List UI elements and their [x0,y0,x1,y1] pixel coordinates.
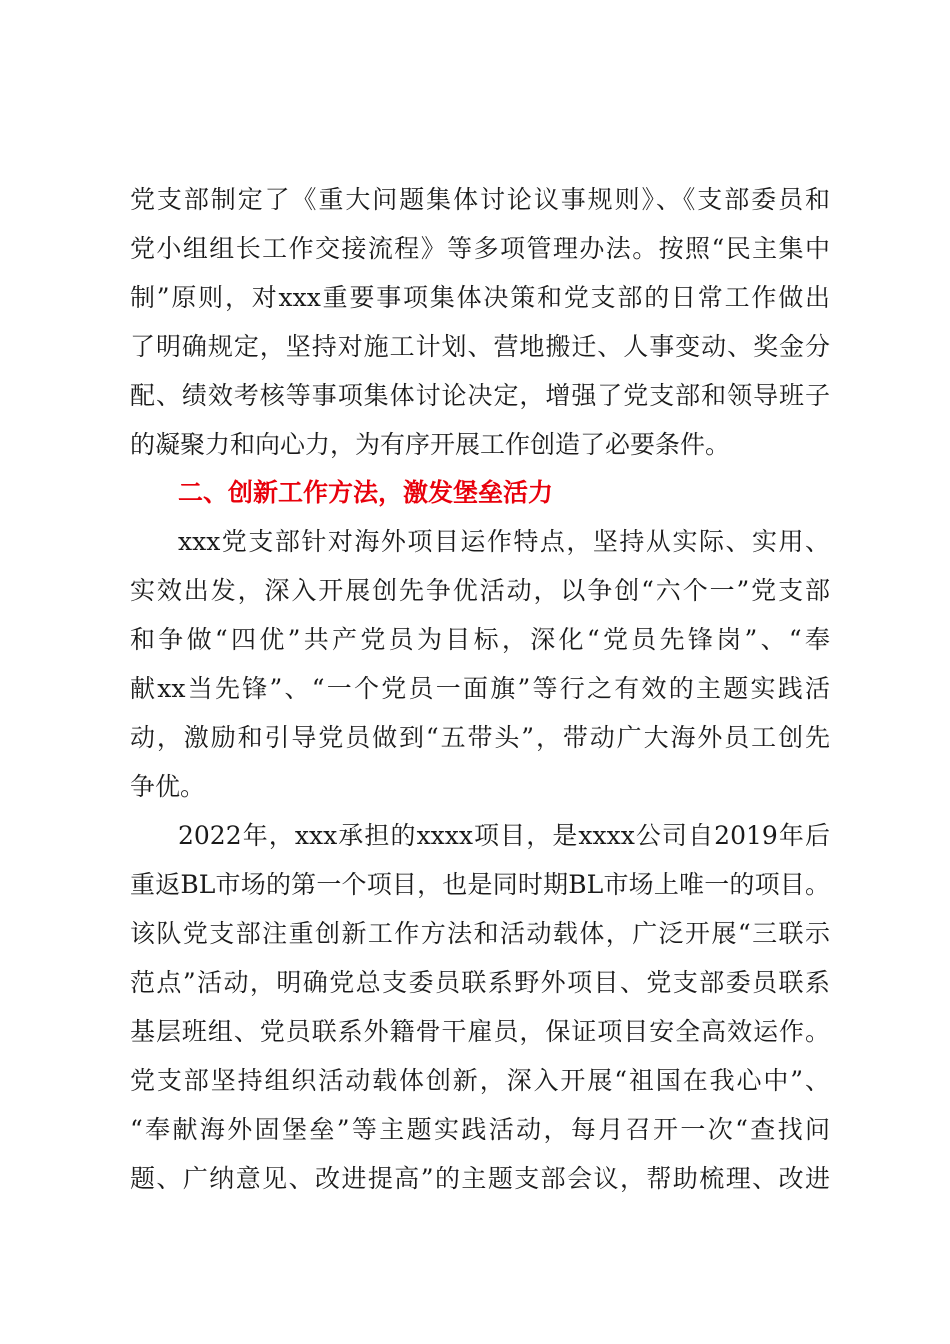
section-heading: 二、创新工作方法，激发堡垒活力 [178,478,554,507]
paragraph-1-line-2: 党小组组长工作交接流程》等多项管理办法。按照“民主集中 [130,234,830,263]
paragraph-1-line-3: 制”原则，对xxx重要事项集体决策和党支部的日常工作做出 [130,283,830,312]
paragraph-2-line-4: 献xx当先锋”、“一个党员一面旗”等行之有效的主题实践活 [130,674,830,703]
paragraph-1-line-4: 了明确规定，坚持对施工计划、营地搬迁、人事变动、奖金分 [130,332,830,361]
paragraph-3-line-2: 重返BL市场的第一个项目，也是同时期BL市场上唯一的项目。 [130,870,830,899]
paragraph-2-line-2: 实效出发，深入开展创先争优活动，以争创“六个一”党支部 [130,576,830,605]
paragraph-3-line-5: 基层班组、党员联系外籍骨干雇员，保证项目安全高效运作。 [130,1017,830,1046]
paragraph-1-line-5: 配、绩效考核等事项集体讨论决定，增强了党支部和领导班子 [130,381,830,410]
paragraph-2-line-5: 动，激励和引导党员做到“五带头”，带动广大海外员工创先 [130,723,830,752]
paragraph-3-line-8: 题、广纳意见、改进提高”的主题支部会议，帮助梳理、改进 [130,1164,830,1193]
paragraph-2-line-3: 和争做“四优”共产党员为目标，深化“党员先锋岗”、“奉 [130,625,830,654]
paragraph-2-line-1: xxx党支部针对海外项目运作特点，坚持从实际、实用、 [178,527,830,556]
paragraph-2-line-6: 争优。 [130,772,206,801]
paragraph-3-line-4: 范点”活动，明确党总支委员联系野外项目、党支部委员联系 [130,968,830,997]
paragraph-1-line-6: 的凝聚力和向心力，为有序开展工作创造了必要条件。 [130,430,731,459]
paragraph-3-line-1: 2022年，xxx承担的xxxx项目，是xxxx公司自2019年后 [178,821,830,850]
paragraph-1-line-1: 党支部制定了《重大问题集体讨论议事规则》、《支部委员和 [130,185,830,214]
paragraph-3-line-6: 党支部坚持组织活动载体创新，深入开展“祖国在我心中”、 [130,1066,830,1095]
paragraph-3-line-3: 该队党支部注重创新工作方法和活动载体，广泛开展“三联示 [130,919,830,948]
paragraph-3-line-7: “奉献海外固堡垒”等主题实践活动，每月召开一次“查找问 [130,1115,830,1144]
